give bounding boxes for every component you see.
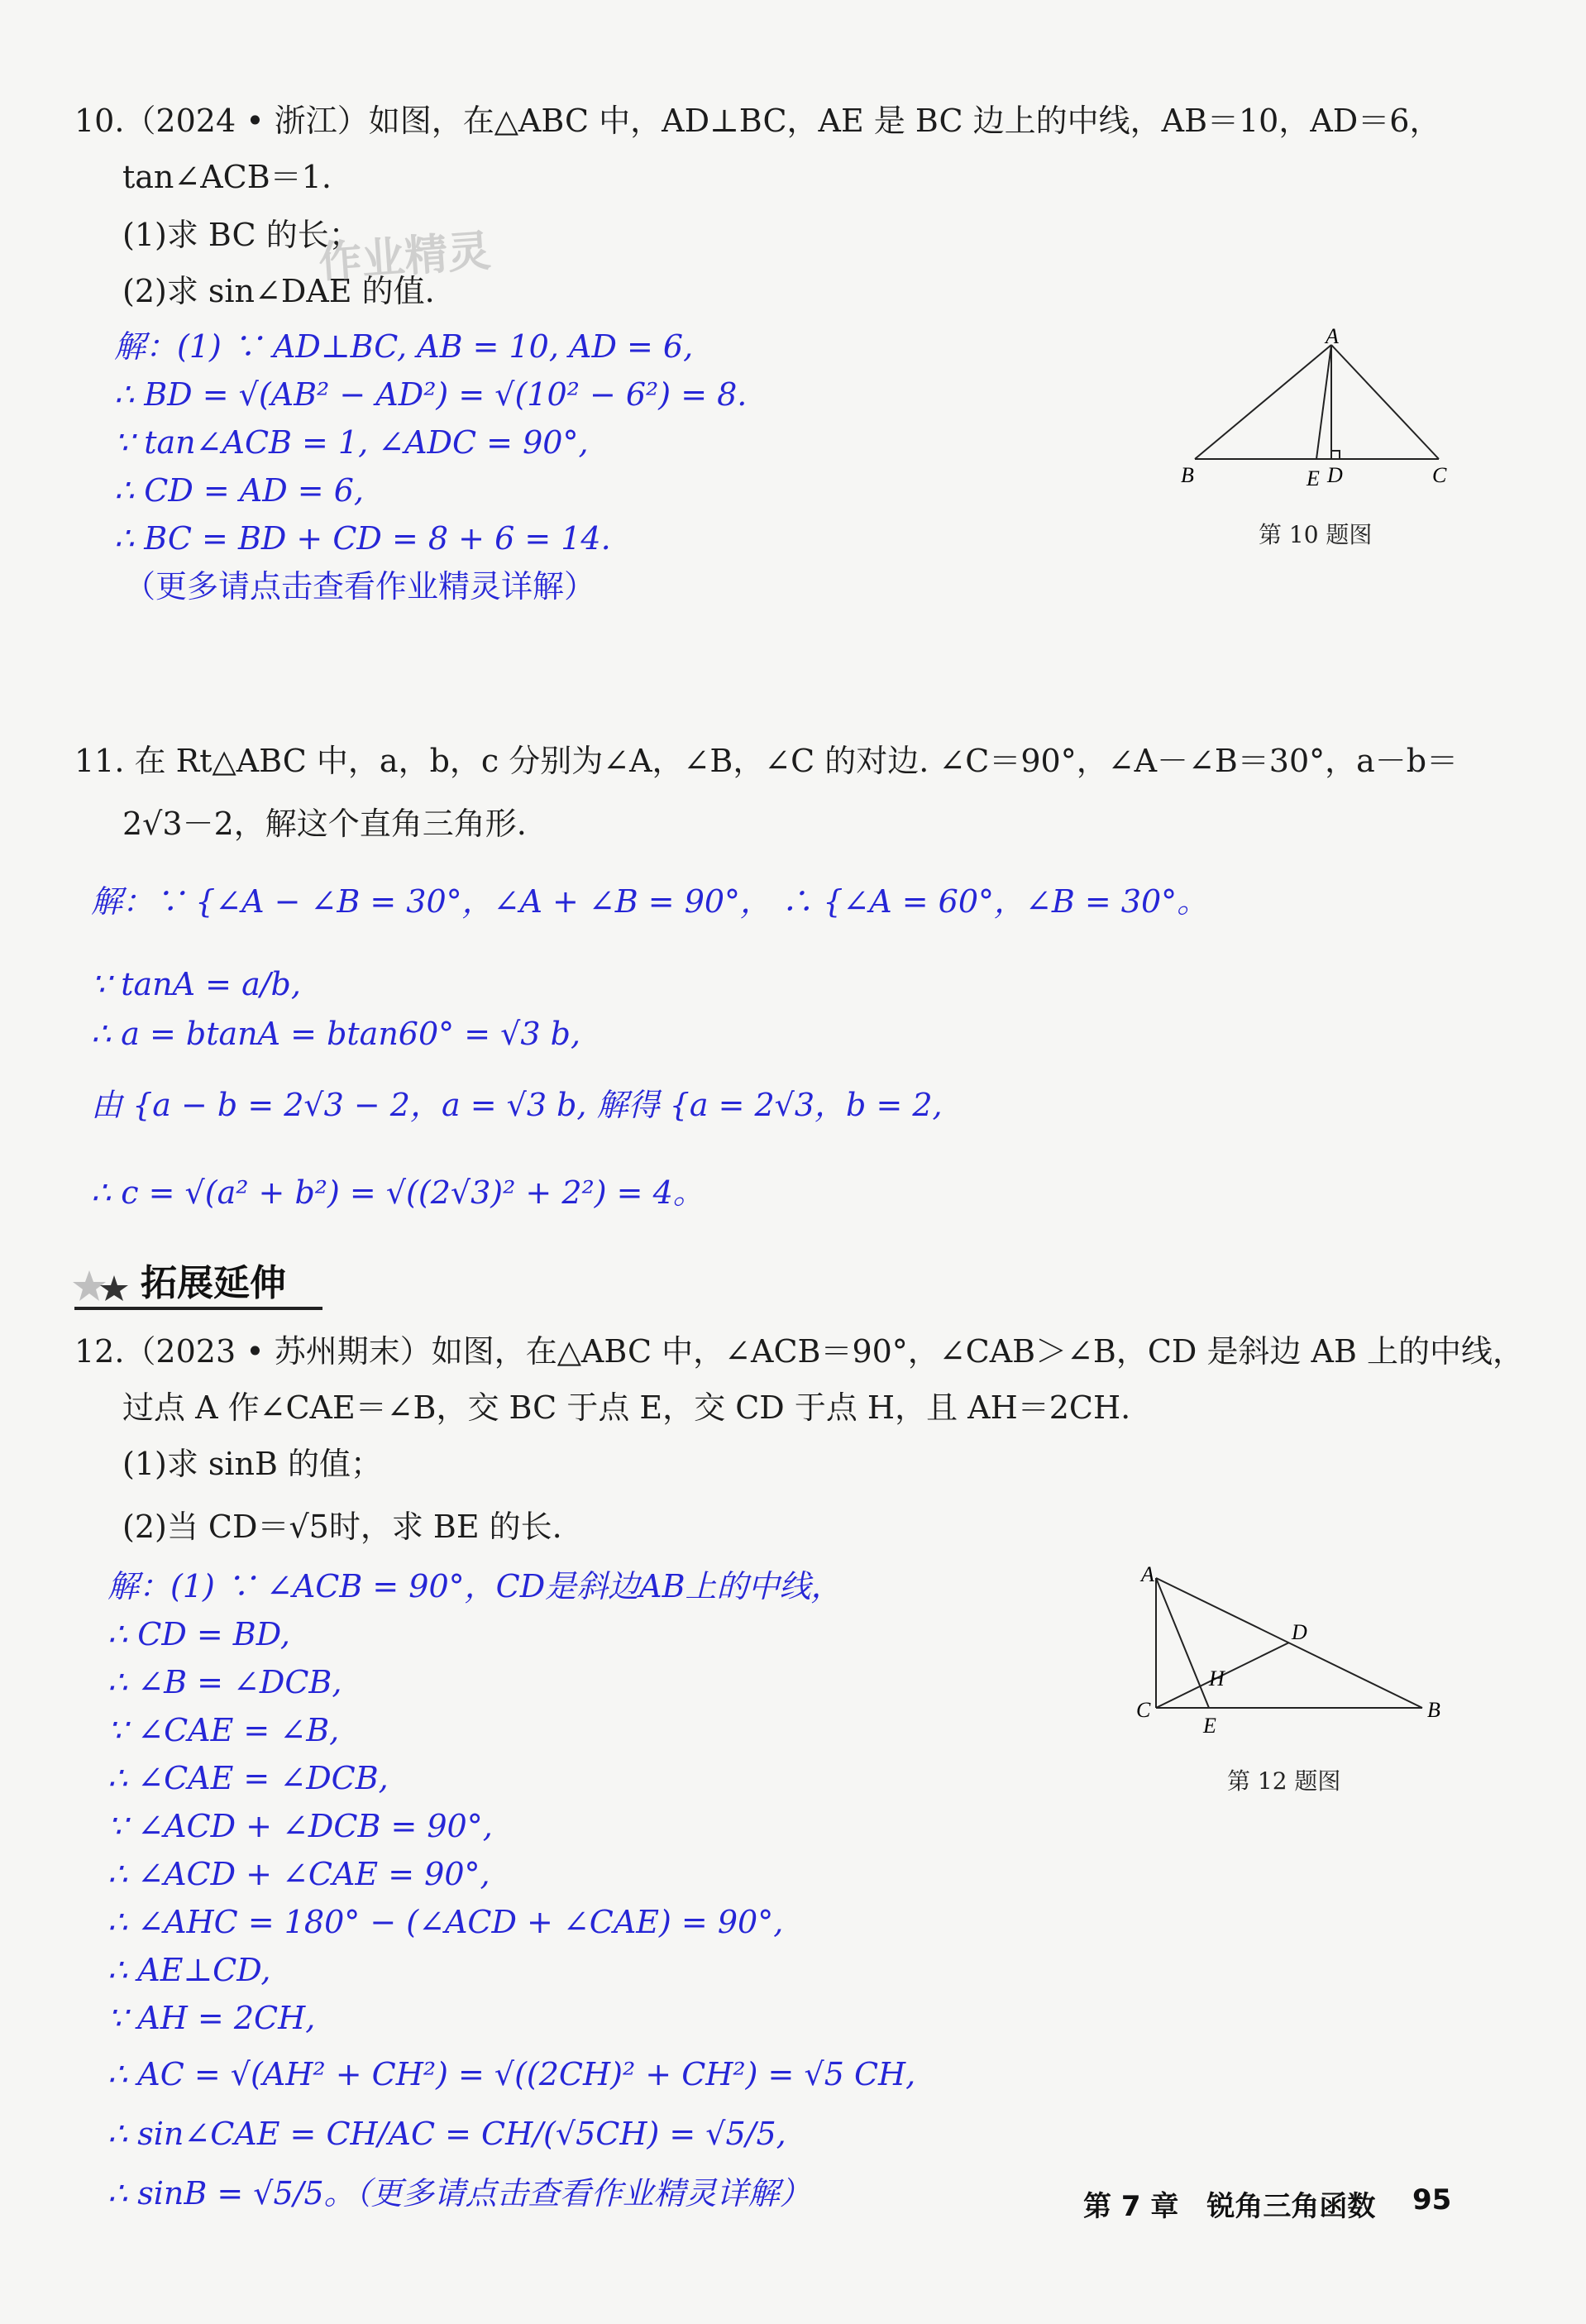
- q10-answer-line: ∴ BC = BD + CD = 8 + 6 = 14.: [114, 520, 611, 557]
- q12-answer-line: 解：(1) ∵ ∠ACB = 90°，CD是斜边AB上的中线，: [107, 1568, 843, 1604]
- q10-figure: [1174, 327, 1455, 500]
- fig12-label-d: D: [1292, 1620, 1307, 1644]
- q12-answer-line: ∴ sinB = √5/5。（更多请点击查看作业精灵详解）: [107, 2175, 811, 2212]
- q10-line1: 10.（2024 • 浙江）如图，在△ABC 中，AD⊥BC，AE 是 BC 边上的中线，AB＝10，AD＝6，: [74, 103, 1441, 139]
- q10-part2: (2)求 sin∠DAE 的值.: [122, 273, 435, 309]
- q11-line1: 11. 在 Rt△ABC 中，a，b，c 分别为∠A，∠B，∠C 的对边. ∠C＝90°，∠A－∠B＝30°，a－b＝: [74, 743, 1459, 779]
- fig10-line-ae: [1316, 345, 1331, 459]
- q10-part1: (1)求 BC 的长；: [122, 217, 361, 253]
- q12-answer-line: ∴ ∠CAE = ∠DCB,: [107, 1760, 389, 1796]
- fig10-label-c: C: [1432, 463, 1447, 487]
- q12-answer-line: ∵ ∠CAE = ∠B,: [107, 1712, 340, 1748]
- fig10-label-d: D: [1327, 463, 1343, 487]
- q12-answer-line: ∴ CD = BD,: [107, 1616, 290, 1652]
- q12-answer-line: ∴ AE⊥CD,: [107, 1952, 271, 1988]
- fig12-label-b: B: [1427, 1698, 1440, 1722]
- q12-answer-line: ∴ AC = √(AH² + CH²) = √((2CH)² + CH²) = √5 CH,: [107, 2056, 916, 2092]
- q12-answer-line: ∵ AH = 2CH,: [107, 2000, 316, 2036]
- q10-line2: tan∠ACB＝1.: [122, 159, 332, 195]
- page-number: 95: [1412, 2183, 1452, 2216]
- q12-line1: 12.（2023 • 苏州期末）如图，在△ABC 中，∠ACB＝90°，∠CAB＞∠B，CD 是斜边 AB 上的中线，: [74, 1333, 1524, 1370]
- fig10-label-b: B: [1181, 463, 1194, 487]
- fig12-label-c: C: [1136, 1698, 1151, 1722]
- q12-figure: [1125, 1563, 1455, 1741]
- section-stars-icon: [73, 1264, 139, 1305]
- watermark: 作业精灵: [317, 226, 493, 289]
- q11-answer-line: ∴ c = √(a² + b²) = √((2√3)² + 2²) = 4。: [91, 1174, 705, 1211]
- fig12-label-h: H: [1209, 1666, 1225, 1690]
- footer-chapter: 第 7 章 锐角三角函数: [1083, 2190, 1376, 2223]
- q11-answer-line: 由 {a − b = 2√3 − 2，a = √3 b, 解得 {a = 2√3，b = 2,: [91, 1087, 943, 1123]
- fig10-line-ac: [1331, 345, 1439, 459]
- q10-answer-line: ∴ CD = AD = 6,: [114, 472, 364, 509]
- q12-figure-caption: 第 12 题图: [1227, 1767, 1341, 1795]
- q11-answer-line: 解：∵ {∠A − ∠B = 30°，∠A + ∠B = 90°， ∴ {∠A = 60°，∠B = 30°。: [91, 883, 1209, 920]
- q10-more-link[interactable]: （更多请点击查看作业精灵详解）: [124, 568, 596, 605]
- q12-part1: (1)求 sinB 的值；: [122, 1446, 383, 1482]
- q12-answer-line: ∴ ∠ACD + ∠CAE = 90°,: [107, 1856, 490, 1892]
- fig12-label-a: A: [1141, 1563, 1154, 1586]
- fig10-line-ab: [1195, 345, 1331, 459]
- q12-answer-line: ∴ ∠AHC = 180° − (∠ACD + ∠CAE) = 90°,: [107, 1904, 784, 1940]
- fig12-line-ae: [1156, 1578, 1209, 1708]
- fig10-label-a: A: [1326, 327, 1339, 348]
- q11-answer-line: ∵ tanA = a/b,: [91, 966, 301, 1002]
- q12-answer-line: ∴ sin∠CAE = CH/AC = CH/(√5CH) = √5/5,: [107, 2116, 786, 2152]
- q12-line2: 过点 A 作∠CAE＝∠B，交 BC 于点 E，交 CD 于点 H，且 AH＝2CH.: [122, 1389, 1131, 1426]
- fig10-right-angle-mark: [1331, 451, 1340, 459]
- q11-line2: 2√3－2，解这个直角三角形.: [122, 806, 527, 842]
- q11-answer-line: ∴ a = btanA = btan60° = √3 b,: [91, 1016, 581, 1052]
- q10-figure-caption: 第 10 题图: [1259, 521, 1373, 548]
- fig12-label-e: E: [1203, 1714, 1216, 1738]
- q10-answer-line: 解：(1) ∵ AD⊥BC, AB = 10, AD = 6,: [114, 328, 694, 365]
- q12-part2: (2)当 CD＝√5时，求 BE 的长.: [122, 1509, 562, 1545]
- q10-answer-line: ∵ tan∠ACB = 1, ∠ADC = 90°,: [114, 424, 589, 461]
- q12-answer-line: ∵ ∠ACD + ∠DCB = 90°,: [107, 1808, 493, 1844]
- section-title: 拓展延伸: [141, 1262, 286, 1304]
- fig10-label-e: E: [1307, 466, 1320, 490]
- section-divider: [74, 1307, 322, 1310]
- q12-answer-line: ∴ ∠B = ∠DCB,: [107, 1664, 342, 1700]
- q10-answer-line: ∴ BD = √(AB² − AD²) = √(10² − 6²) = 8.: [114, 376, 748, 413]
